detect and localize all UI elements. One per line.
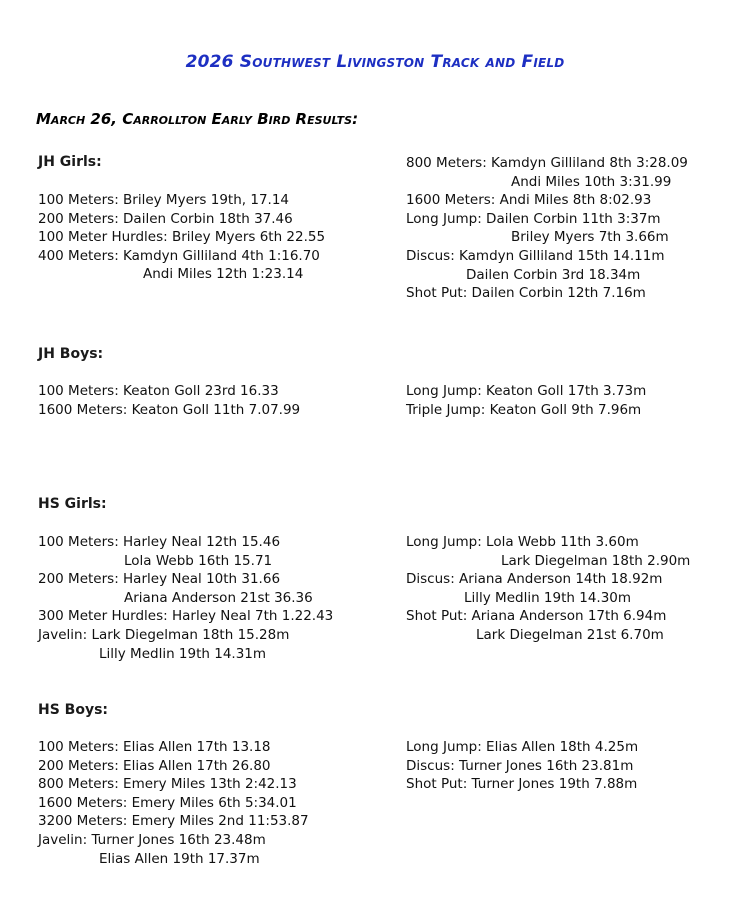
result-line: Javelin: Lark Diegelman 18th 15.28m [38, 626, 290, 643]
jh-girls-left-column [38, 191, 325, 284]
result-line: 100 Meters: Briley Myers 19th, 17.14 [38, 192, 290, 208]
jh-girls-right-column [406, 154, 688, 303]
result-line: 400 Meters: Kamdyn Gilliland 4th 1:16.70 [38, 247, 320, 264]
result-line: Long Jump: Dailen Corbin 11th 3:37m [406, 210, 661, 227]
section-heading-hs-girls: HS Girls: [38, 496, 107, 512]
result-line: 100 Meters: Keaton Goll 23rd 16.33 [38, 383, 279, 399]
result-line: 200 Meters: Elias Allen 17th 26.80 [38, 757, 271, 774]
result-line: Shot Put: Dailen Corbin 12th 7.16m [406, 285, 646, 302]
result-line: 100 Meters: Elias Allen 17th 13.18 [38, 739, 271, 755]
result-line: 1600 Meters: Keaton Goll 11th 7.07.99 [38, 401, 301, 418]
result-line: 300 Meter Hurdles: Harley Neal 7th 1.22.43 [38, 608, 334, 625]
result-line: Long Jump: Keaton Goll 17th 3.73m [406, 383, 647, 399]
result-line: 1600 Meters: Emery Miles 6th 5:34.01 [38, 794, 297, 811]
result-line: 800 Meters: Kamdyn Gilliland 8th 3:28.09 [406, 155, 688, 171]
result-line: Shot Put: Ariana Anderson 17th 6.94m [406, 608, 667, 625]
result-line: 1600 Meters: Andi Miles 8th 8:02.93 [406, 192, 652, 209]
result-line: Ariana Anderson 21st 36.36 [124, 589, 313, 606]
jh-boys-left-column [38, 382, 300, 419]
result-line: Discus: Turner Jones 16th 23.81m [406, 757, 634, 774]
result-line: Discus: Ariana Anderson 14th 18.92m [406, 571, 663, 588]
hs-girls-left-column [38, 533, 333, 663]
hs-boys-left-column [38, 738, 309, 868]
result-line: 100 Meter Hurdles: Briley Myers 6th 22.55 [38, 229, 326, 246]
result-line: 3200 Meters: Emery Miles 2nd 11:53.87 [38, 813, 309, 830]
result-line: Briley Myers 7th 3.66m [511, 229, 669, 246]
result-line: Lilly Medlin 19th 14.31m [99, 645, 267, 662]
result-line: Lilly Medlin 19th 14.30m [464, 589, 632, 606]
result-line: Discus: Kamdyn Gilliland 15th 14.11m [406, 247, 665, 264]
result-line: Javelin: Turner Jones 16th 23.48m [38, 831, 266, 848]
section-heading-hs-boys: HS Boys: [38, 702, 109, 718]
hs-girls-right-column [406, 533, 690, 645]
meet-subtitle: March 26, Carrollton Early Bird Results: [36, 110, 359, 128]
result-line: 800 Meters: Emery Miles 13th 2:42.13 [38, 776, 297, 793]
result-line: 100 Meters: Harley Neal 12th 15.46 [38, 534, 281, 550]
result-line: Long Jump: Lola Webb 11th 3.60m [406, 534, 639, 550]
section-heading-jh-boys: JH Boys: [38, 346, 104, 362]
result-line: Elias Allen 19th 17.37m [99, 850, 260, 867]
result-line: Lola Webb 16th 15.71 [124, 552, 273, 569]
jh-boys-right-column [406, 382, 646, 419]
page-title: 2026 Southwest Livingston Track and Field [185, 52, 565, 72]
result-line: Andi Miles 10th 3:31.99 [511, 173, 672, 190]
result-line: Long Jump: Elias Allen 18th 4.25m [406, 739, 639, 755]
hs-boys-right-column [406, 738, 638, 794]
result-line: Triple Jump: Keaton Goll 9th 7.96m [406, 401, 642, 418]
result-line: Lark Diegelman 18th 2.90m [501, 552, 691, 569]
result-line: 200 Meters: Harley Neal 10th 31.66 [38, 571, 281, 588]
result-line: Andi Miles 12th 1:23.14 [143, 266, 304, 283]
result-line: Shot Put: Turner Jones 19th 7.88m [406, 776, 638, 793]
section-heading-jh-girls: JH Girls: [38, 154, 102, 170]
result-line: Lark Diegelman 21st 6.70m [476, 626, 664, 643]
result-line: Dailen Corbin 3rd 18.34m [466, 266, 641, 283]
result-line: 200 Meters: Dailen Corbin 18th 37.46 [38, 210, 293, 227]
